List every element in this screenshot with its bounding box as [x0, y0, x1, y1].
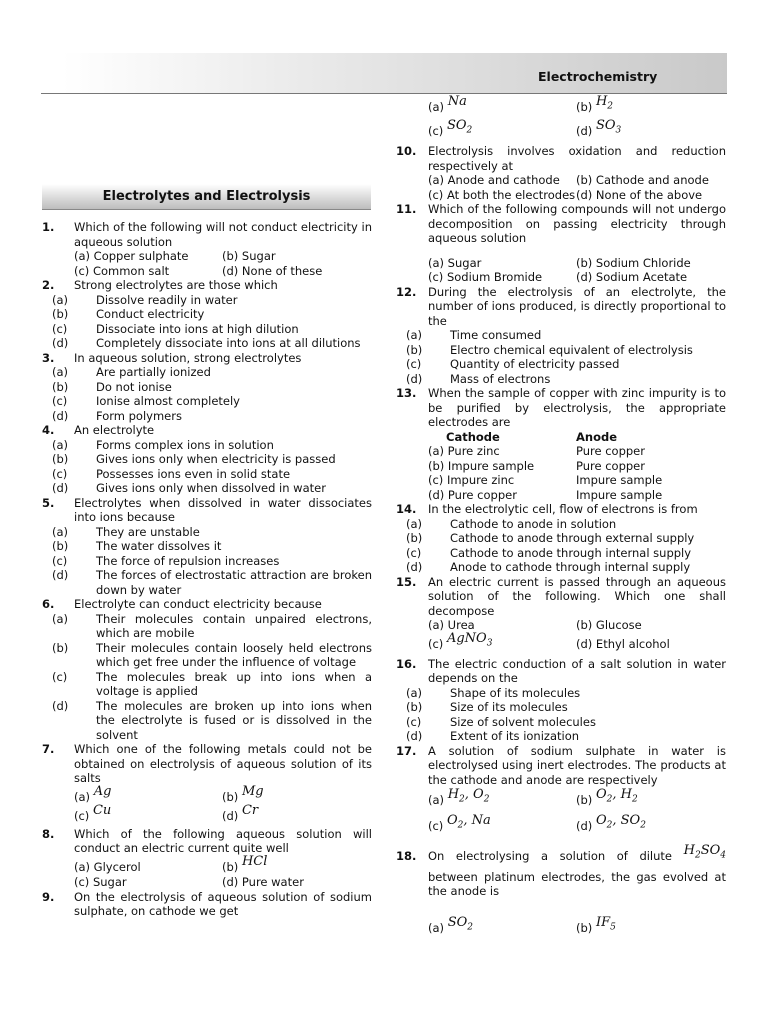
- option-a: (a) Urea: [428, 618, 475, 633]
- option-b: (b) Conduct electricity: [52, 307, 205, 321]
- option-b: (b) Size of its molecules: [406, 700, 568, 715]
- option-d: (d) Extent of its ionization: [406, 729, 580, 744]
- option-a: (a) Glycerol: [74, 859, 141, 874]
- option-d: (d) The forces of electrostatic attraction are broken down by water: [52, 568, 372, 597]
- question-text: Which of the following aqueous solution will conduct an electric current quite well: [74, 826, 372, 855]
- option-b: (b) Do not ionise: [52, 379, 172, 394]
- question-12: 12. During the electrolysis of an electrolyte, the number of ions produced, is directly proportional to the (a) Time consumed (b) Electro chemical equivalent of electrolysis (c) Quantity of electricity passed (d) Mass of electrons: [396, 284, 726, 386]
- question-text: Which one of the following metals could not be obtained on electrolysis of aqueous solution of its salts: [74, 742, 372, 785]
- option-c: (c) Cu: [74, 803, 112, 823]
- option-b: (b) Electro chemical equivalent of electrolysis: [406, 342, 693, 357]
- option-b: (b) Cathode to anode through external supply: [406, 531, 695, 546]
- option-b: (b) Sugar: [222, 249, 276, 263]
- question-text: An electrolyte: [74, 423, 155, 437]
- question-text: Electrolytes when dissolved in water dissociates into ions because: [74, 495, 372, 524]
- option-d: (d) Gives ions only when dissolved in water: [52, 481, 326, 495]
- option-c: (c) Ionise almost completely: [52, 394, 240, 408]
- section-heading-box: [42, 184, 371, 210]
- question-text: Which of the following will not conduct electricity in aqueous solution: [74, 220, 372, 249]
- option-a: (a) Dissolve readily in water: [52, 292, 238, 307]
- question-text: Strong electrolytes are those which: [74, 278, 278, 292]
- question-text: On the electrolysis of aqueous solution of sodium sulphate, on cathode we get: [74, 889, 372, 918]
- option-d: (d) $O_2$, $SO_2$: [576, 813, 646, 834]
- option-c: (c) $O_2$, Na: [428, 813, 491, 834]
- question-13: 13. When the sample of copper with zinc impurity is to be purified by electrolysis, the appropriate electrodes are Cathode Anode (a) Pure zinc Pure copper (b) Impure sample Pure copper (c) Impure zinc Impure sample (d) Pure copper Impure sample: [396, 386, 726, 502]
- question-4: [42, 423, 372, 496]
- option-d: (d) None of the above: [576, 187, 703, 202]
- option-b: (b) Impure sample: [428, 458, 535, 473]
- option-b: (b) Mg: [222, 783, 264, 804]
- option-a: (a) Cathode to anode in solution: [406, 516, 617, 531]
- option-c: (c) At both the electrodes: [428, 187, 576, 202]
- option-b: (b) The water dissolves it: [52, 539, 222, 553]
- option-c: (c) Impure zinc: [428, 473, 515, 488]
- option-c: (c) AgNO$_3$: [428, 630, 493, 651]
- option-d: (d) Completely dissociate into ions at all dilutions: [52, 336, 361, 350]
- option-b: (b) Gives ions only when electricity is passed: [52, 452, 336, 466]
- option-c: (c) Sodium Bromide: [428, 270, 543, 285]
- chapter-title: Electrochemistry: [538, 69, 658, 84]
- question-number: 1.: [42, 220, 55, 234]
- option-a: (a) Ag: [74, 783, 112, 804]
- option-d: (d) Ethyl alcohol: [576, 636, 670, 651]
- option-b: (b) Glucose: [576, 618, 642, 633]
- column-header-anode: Anode: [576, 429, 618, 444]
- question-number: 8.: [42, 826, 55, 841]
- option-b: (b) HCl: [222, 853, 268, 874]
- option-c: (c) Quantity of electricity passed: [406, 357, 620, 372]
- question-9-options: [396, 94, 726, 144]
- question-9: [42, 890, 372, 919]
- option-c: (c) The molecules break up into ions when a voltage is applied: [52, 669, 372, 698]
- option-d: (d) Mass of electrons: [406, 371, 551, 386]
- option-c: (c) The force of repulsion increases: [52, 553, 280, 568]
- option-c: (c) Possesses ions even in solid state: [52, 466, 291, 481]
- option-a: (a) Time consumed: [406, 328, 542, 343]
- option-a: (a) They are unstable: [52, 524, 200, 539]
- question-17: 17. A solution of sodium sulphate in water is electrolysed using inert electrodes. The products at the cathode and anode are respectively (a) $H_2$, $O_2$ (b) $O_2$, $H_2$ (c) $O_2$, Na (d) $O_2$, $SO_2$: [396, 744, 726, 840]
- question-number: 6.: [42, 597, 55, 611]
- option-a: (a) Their molecules contain unpaired electrons, which are mobile: [52, 611, 372, 640]
- option-d: (d) Anode to cathode through internal supply: [406, 560, 691, 575]
- question-15: 15. An electric current is passed through an aqueous solution of the following. Which one shall decompose (a) Urea (b) Glucose (c) AgNO$_3$ (d) Ethyl alcohol: [396, 575, 726, 657]
- option-b: (b) Their molecules contain loosely held electrons which get free under the influence of voltage: [52, 640, 372, 669]
- option-a: (a) $H_2$, $O_2$: [428, 787, 490, 808]
- option-d: (d) $SO_3$: [576, 118, 622, 139]
- option-d: (d) Pure water: [222, 875, 304, 889]
- question-number: 3.: [42, 350, 55, 365]
- left-column: [42, 220, 372, 919]
- option-d: (d) The molecules are broken up into ions when the electrolyte is fused or is dissolved in the solvent: [52, 698, 372, 742]
- option-b: (b) Cathode and anode: [576, 173, 709, 188]
- option-a: (a) Forms complex ions in solution: [52, 437, 274, 452]
- option-b: (b) Sodium Chloride: [576, 255, 691, 270]
- option-d: (d) Sodium Acetate: [576, 270, 688, 285]
- option-a: (a) Sugar: [428, 255, 482, 270]
- question-11: 11. Which of the following compounds will not undergo decomposition on passing electricity through aqueous solution (a) Sugar (b) Sodium Chloride (c) Sodium Bromide (d) Sodium Acetate: [396, 202, 726, 285]
- option-b: (b) $O_2$, $H_2$: [576, 787, 638, 808]
- right-column: [396, 94, 726, 941]
- option-a: (a) Anode and cathode: [428, 173, 560, 188]
- question-18: 18. On electrolysing a solution of dilute $H_2SO_4$ between platinum electrodes, the gas evolved at the anode is (a) $SO_2$ (b) $IF_5$: [396, 849, 726, 940]
- question-6: [42, 597, 372, 742]
- option-a: (a) Shape of its molecules: [406, 685, 581, 700]
- question-number: 9.: [42, 889, 55, 904]
- option-b: (b) $IF_5$: [576, 914, 616, 935]
- option-c: (c) Cathode to anode through internal supply: [406, 545, 692, 560]
- question-text: In aqueous solution, strong electrolytes: [74, 350, 302, 365]
- question-14: 14. In the electrolytic cell, flow of electrons is from (a) Cathode to anode in solution (b) Cathode to anode through external supply (c) Cathode to anode through internal supply (d) Anode to cathode through internal supply: [396, 502, 726, 575]
- question-1: [42, 220, 372, 278]
- question-number: 5.: [42, 495, 55, 510]
- option-c: (c) Common salt: [74, 263, 170, 278]
- option-d: (d) None of these: [222, 263, 323, 278]
- option-d: (d) Form polymers: [52, 408, 182, 423]
- question-number: 7.: [42, 742, 55, 756]
- option-b: (b) $H_2$: [576, 94, 614, 114]
- column-header-cathode: Cathode: [446, 429, 500, 444]
- option-c: (c) Dissociate into ions at high dilution: [52, 321, 299, 336]
- option-a: (a) Pure zinc: [428, 444, 500, 459]
- question-16: 16. The electric conduction of a salt solution in water depends on the (a) Shape of its molecules (b) Size of its molecules (c) Size of solvent molecules (d) Extent of its ionization: [396, 656, 726, 744]
- question-10: 10. Electrolysis involves oxidation and reduction respectively at (a) Anode and cathode (b) Cathode and anode (c) At both the electrodes (d) None of the above: [396, 144, 726, 202]
- option-a: (a) Na: [428, 94, 467, 114]
- option-a: (a) Copper sulphate: [74, 249, 189, 263]
- header-divider: [41, 93, 727, 94]
- option-a: (a) Are partially ionized: [52, 365, 211, 379]
- option-c: (c) $SO_2$: [428, 118, 473, 139]
- option-c: (c) Sugar: [74, 875, 127, 889]
- section-title: Electrolytes and Electrolysis: [102, 189, 311, 204]
- option-c: (c) Size of solvent molecules: [406, 714, 596, 729]
- question-number: 2.: [42, 278, 55, 292]
- question-3: [42, 351, 372, 424]
- question-number: 4.: [42, 423, 55, 437]
- option-d: (d) Pure copper: [428, 487, 517, 502]
- question-7: [42, 742, 372, 825]
- option-a: (a) $SO_2$: [428, 914, 473, 935]
- option-d: (d) Cr: [222, 803, 259, 823]
- question-5: [42, 496, 372, 598]
- question-2: [42, 278, 372, 351]
- question-8: [42, 827, 372, 890]
- question-text: Electrolyte can conduct electricity because: [74, 597, 322, 611]
